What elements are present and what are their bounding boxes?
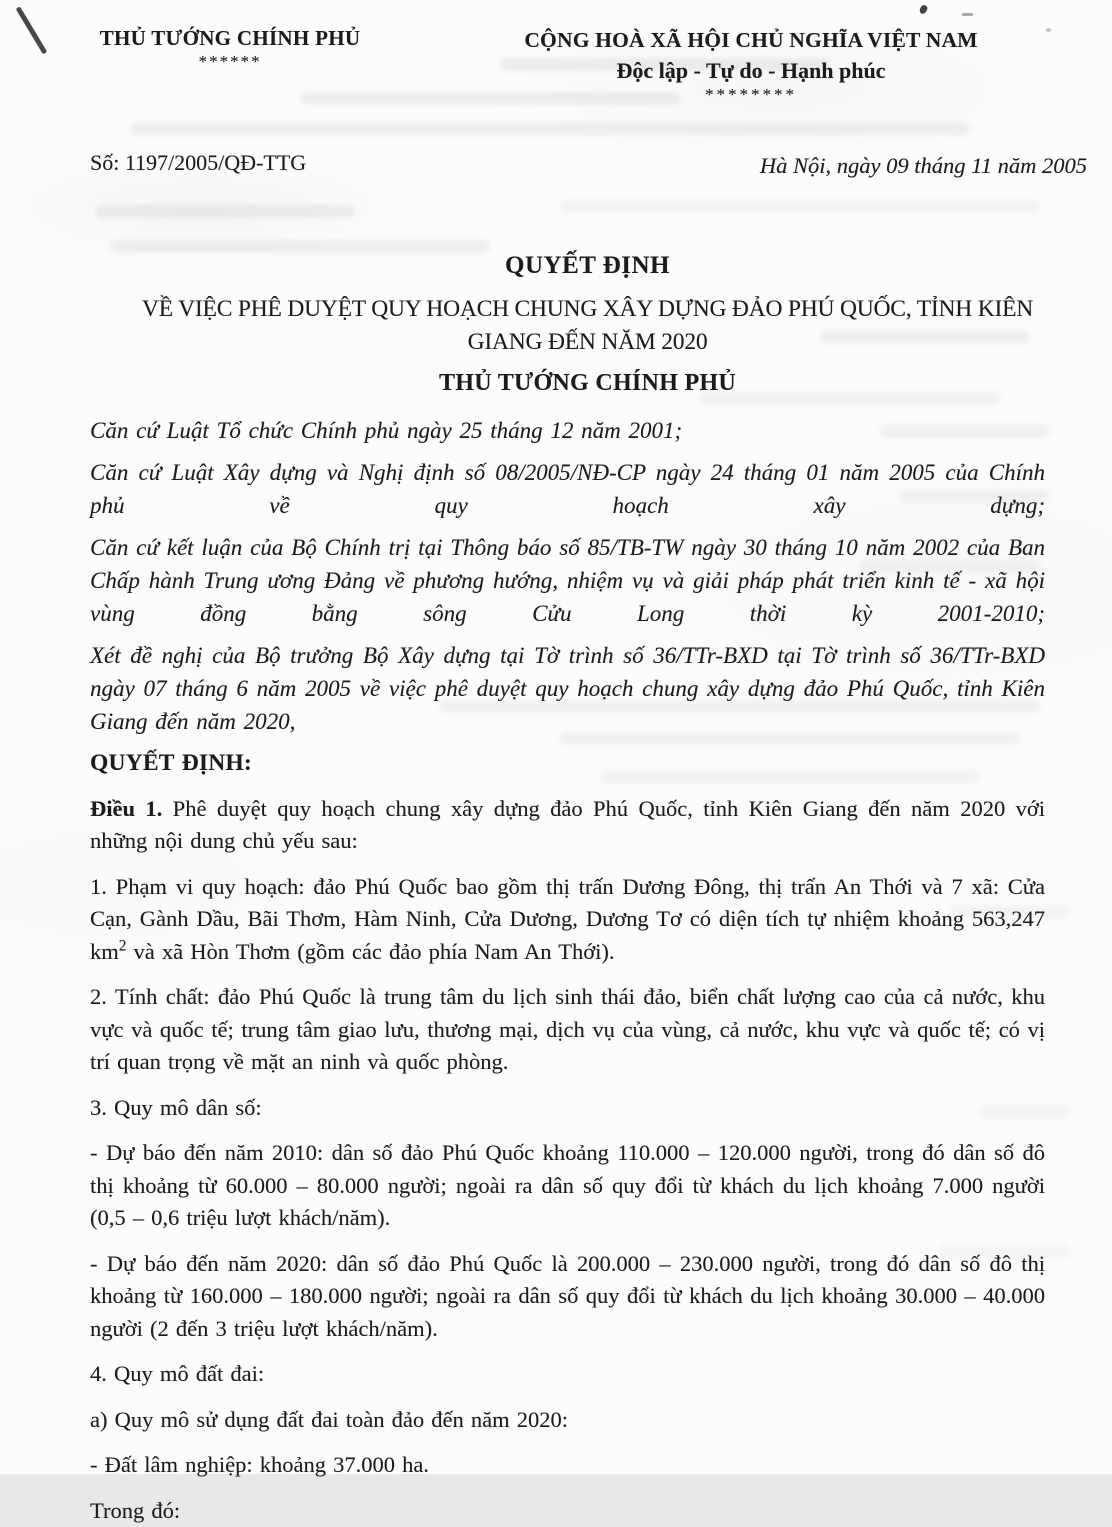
square-superscript: 2: [119, 937, 127, 954]
issuer-name: THỦ TƯỚNG CHÍNH PHỦ: [130, 370, 1045, 397]
section-1-text-cont: và xã Hòn Thơm (gồm các đảo phía Nam An Thới).: [126, 939, 614, 964]
star-separator: ********: [468, 85, 1034, 105]
document-number: Số: 1197/2005/QĐ-TTG: [90, 150, 306, 176]
article-1: [90, 793, 1045, 858]
section-1-scope: [90, 871, 1045, 969]
scan-artifact: [560, 200, 1040, 213]
issuing-authority-block: [58, 26, 402, 72]
scan-artifact: [95, 205, 355, 218]
scan-artifact: [950, 905, 1070, 918]
scan-artifact: [900, 490, 1050, 503]
decree-heading: QUYẾT ĐỊNH:: [90, 747, 1045, 780]
scan-artifact: [880, 425, 1050, 438]
scan-artifact: [600, 770, 980, 783]
place-and-date: Hà Nội, ngày 09 tháng 11 năm 2005: [760, 153, 1087, 179]
preamble-section: [90, 414, 1045, 738]
national-motto: Độc lập - Tự do - Hạnh phúc: [468, 58, 1034, 84]
preamble-paragraph: Xét đề nghị của Bộ trưởng Bộ Xây dựng tại Tờ trình số 36/TTr-BXD tại Tờ trình số 36/TTr-BXD ngày 07 tháng 6 năm 2005 về việc phê duyệt quy hoạch chung xây dựng đảo Phú Quốc, tỉnh Kiên Giang đến năm 2020,: [90, 639, 1045, 738]
scan-artifact: [820, 330, 1030, 343]
section-3-forecast-2020: - Dự báo đến năm 2020: dân số đảo Phú Quốc là 200.000 – 230.000 người, trong đó dân số đô thị khoảng từ 160.000 – 180.000 người; ngoài ra dân số quy đổi từ khách du lịch khoảng 30.000 – 40.000 người (2 đến 3 triệu lượt khách/năm).: [90, 1248, 1045, 1346]
section-4-heading: 4. Quy mô đất đai:: [90, 1358, 1045, 1391]
national-header-block: [468, 28, 1034, 105]
section-3-heading: 3. Quy mô dân số:: [90, 1092, 1045, 1125]
scan-artifact: [440, 700, 1040, 713]
section-1-text: 1. Phạm vi quy hoạch: đảo Phú Quốc bao gồm thị trấn Dương Đông, thị trấn An Thới và 7 xã: Cửa Cạn, Gành Dầu, Bãi Thơm, Hàm Ninh, Cửa Dương, Dương Tơ có diện tích tự nhiệm khoảng 563,247 km: [90, 874, 1045, 964]
document-subtitle: VỀ VIỆC PHÊ DUYỆT QUY HOẠCH CHUNG XÂY DỰNG ĐẢO PHÚ QUỐC, TỈNH KIÊN GIANG ĐẾN NĂM 2020: [130, 293, 1045, 359]
scan-artifact: [110, 240, 490, 253]
document-body: [90, 747, 1045, 1527]
scan-artifact: [860, 560, 1040, 573]
section-4a-forest-land: - Đất lâm nghiệp: khoảng 37.000 ha.: [90, 1449, 1045, 1482]
section-2-character: 2. Tính chất: đảo Phú Quốc là trung tâm du lịch sinh thái đảo, biển chất lượng cao của cả nước, khu vực và quốc tế; trung tâm giao lưu, thương mại, dịch vụ của vùng, cả nước, khu vực và quốc tế; có vị trí quan trọng về mặt an ninh và quốc phòng.: [90, 981, 1045, 1079]
preamble-paragraph: Căn cứ kết luận của Bộ Chính trị tại Thông báo số 85/TB-TW ngày 30 tháng 10 năm 2002 của Ban Chấp hành Trung ương Đảng về phương hướng, nhiệm vụ và giải pháp phát triển kinh tế - xã hội vùng đồng bằng sông Cửu Long thời kỳ 2001-2010;: [90, 531, 1045, 630]
scan-artifact: [700, 392, 1000, 405]
preamble-paragraph: Căn cứ Luật Xây dựng và Nghị định số 08/2005/NĐ-CP ngày 24 tháng 01 năm 2005 của Chính phủ về quy hoạch xây dựng;: [90, 456, 1045, 522]
scan-artifact: [980, 1105, 1070, 1118]
star-separator: ******: [58, 52, 402, 72]
document-header: [0, 0, 1112, 200]
country-name: CỘNG HOÀ XÃ HỘI CHỦ NGHĨA VIỆT NAM: [468, 28, 1034, 53]
article-1-text: Phê duyệt quy hoạch chung xây dựng đảo Phú Quốc, tỉnh Kiên Giang đến năm 2020 với những nội dung chủ yếu sau:: [90, 796, 1045, 854]
article-1-label: Điều 1.: [90, 796, 162, 821]
section-4a-heading: a) Quy mô sử dụng đất đai toàn đảo đến năm 2020:: [90, 1404, 1045, 1437]
scan-artifact: [940, 1245, 1070, 1258]
issuing-authority-name: THỦ TƯỚNG CHÍNH PHỦ: [58, 26, 402, 51]
title-block: [90, 252, 1045, 397]
section-4a-in-which: Trong đó:: [90, 1495, 1045, 1527]
section-3-forecast-2010: - Dự báo đến năm 2010: dân số đảo Phú Quốc khoảng 110.000 – 120.000 người, trong đó dân số đô thị khoảng từ 60.000 – 80.000 người; ngoài ra dân số quy đổi từ khách du lịch khoảng 7.000 người (0,5 – 0,6 triệu lượt khách/năm).: [90, 1137, 1045, 1235]
preamble-paragraph: Căn cứ Luật Tổ chức Chính phủ ngày 25 tháng 12 năm 2001;: [90, 414, 1045, 447]
scan-artifact: [560, 732, 1020, 745]
document-title: QUYẾT ĐỊNH: [130, 252, 1045, 280]
